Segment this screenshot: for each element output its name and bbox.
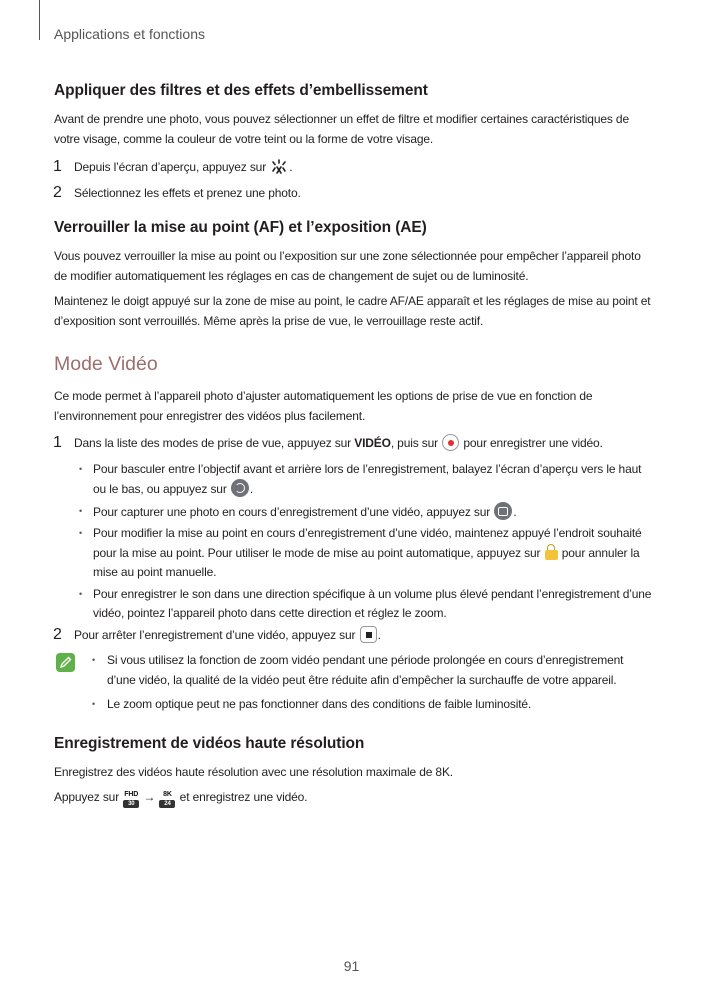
tip-text: Pour capturer une photo en cours d’enregistrement d’une vidéo, appuyez sur xyxy=(93,504,491,519)
tip-text: Pour modifier la mise au point en cours d’enregistrement d’une vidéo, maintenez appuyé l’endroit souhaité pour la mise au point. Pour utiliser le mode de mise au point automatique, appuyez sur xyxy=(93,526,642,560)
video-mode-label: VIDÉO xyxy=(354,436,391,450)
list-item xyxy=(93,460,654,500)
note-pen-icon xyxy=(56,653,75,672)
header-divider xyxy=(39,0,40,40)
tip-text: Pour basculer entre l’objectif avant et arrière lors de l’enregistrement, balayez l’écran d’aperçu vers le haut ou le bas, ou appuyez sur xyxy=(93,461,642,496)
8k-resolution-icon xyxy=(159,791,175,809)
fhd-fps: 30 xyxy=(123,800,139,808)
step-text-end: pour enregistrer une vidéo. xyxy=(463,436,603,450)
hires-heading: Enregistrement de vidéos haute résolution xyxy=(54,734,365,752)
capture-photo-icon xyxy=(494,502,512,520)
8k-label: 8K xyxy=(163,791,172,798)
lock-icon xyxy=(545,544,558,561)
list-item xyxy=(93,585,654,624)
list-item: • Si vous utilisez la fonction de zoom vidéo pendant une période prolongée en cours d’enregistrement d’une vidéo, la qualité de la vidéo peut être réduite afin d’empêcher la surchauffe de votre appareil. xyxy=(107,651,654,690)
list-item xyxy=(93,502,654,523)
list-item: • Le zoom optique peut ne pas fonctionner dans des conditions de faible luminosité. xyxy=(107,695,654,715)
stop-icon xyxy=(360,626,377,643)
tip-end: . xyxy=(249,482,254,496)
tip-end: pour annuler la mise au point manuelle. xyxy=(93,545,640,579)
arrow: → xyxy=(143,790,156,804)
record-icon xyxy=(442,434,459,451)
list-item xyxy=(93,524,654,583)
step-text: Depuis l’écran d’aperçu, appuyez sur xyxy=(74,160,267,174)
step-number: 1 xyxy=(53,158,62,175)
filters-heading: Appliquer des filtres et des effets d’embellissement xyxy=(54,82,428,99)
step-text-mid: , puis sur xyxy=(390,436,438,450)
page-content xyxy=(54,82,654,815)
step-end: . xyxy=(289,160,293,174)
step-end: . xyxy=(377,627,381,642)
fhd-resolution-icon xyxy=(123,791,139,809)
8k-fps: 24 xyxy=(159,800,175,808)
filters-step-1 xyxy=(54,158,654,178)
video-tips-list xyxy=(54,460,654,624)
filters-step-2 xyxy=(54,184,654,204)
step-number: 2 xyxy=(53,183,62,201)
tip-end: . xyxy=(513,504,517,519)
instruction-text-end: et enregistrez une vidéo. xyxy=(179,790,308,804)
running-header: Applications et fonctions xyxy=(54,26,205,42)
video-intro: Ce mode permet à l’appareil photo d’ajuster automatiquement les options de prise de vue en fonction de l’environnement pour enregistrer des vidéos plus facilement. xyxy=(54,389,593,423)
hires-paragraph: Enregistrez des vidéos haute résolution avec une résolution maximale de 8K. xyxy=(54,764,453,779)
step-number: 1 xyxy=(53,434,62,451)
video-step-1 xyxy=(54,434,654,454)
step-text: Dans la liste des modes de prise de vue, appuyez sur xyxy=(74,436,352,450)
filters-intro: Avant de prendre une photo, vous pouvez sélectionner un effet de filtre et modifier certaines caractéristiques de votre visage, comme la couleur de votre teint ou la forme de votre visage. xyxy=(54,112,629,146)
step-text: Pour arrêter l’enregistrement d’une vidéo, appuyez sur xyxy=(74,627,356,642)
instruction-text: Appuyez sur xyxy=(54,790,120,804)
video-note xyxy=(54,651,654,715)
afae-paragraph-2: Maintenez le doigt appuyé sur la zone de mise au point, le cadre AF/AE apparaît et les réglages de mise au point et d’exposition sont verrouillés. Même après la prise de vue, le verrouillage reste actif. xyxy=(54,294,651,328)
tip-text: Pour enregistrer le son dans une direction spécifique à un volume plus élevé pendant l’enregistrement d’une vidéo, pointez l’appareil photo dans cette direction et réglez le zoom. xyxy=(93,586,652,620)
fhd-label: FHD xyxy=(124,791,139,798)
switch-camera-icon xyxy=(231,479,249,497)
hires-instruction xyxy=(54,788,654,809)
step-number: 2 xyxy=(53,625,62,643)
afae-paragraph-1: Vous pouvez verrouiller la mise au point ou l’exposition sur une zone sélectionnée pour empêcher l’appareil photo de modifier automatiquement les réglages en cas de changement de sujet ou de luminosité. xyxy=(54,249,641,283)
sparkle-effects-icon xyxy=(270,159,288,175)
page-number: 91 xyxy=(343,958,360,974)
afae-heading: Verrouiller la mise au point (AF) et l’exposition (AE) xyxy=(54,219,427,236)
video-step-2 xyxy=(54,626,654,646)
video-section-heading: Mode Vidéo xyxy=(54,353,158,375)
step-text: Sélectionnez les effets et prenez une photo. xyxy=(74,185,301,200)
